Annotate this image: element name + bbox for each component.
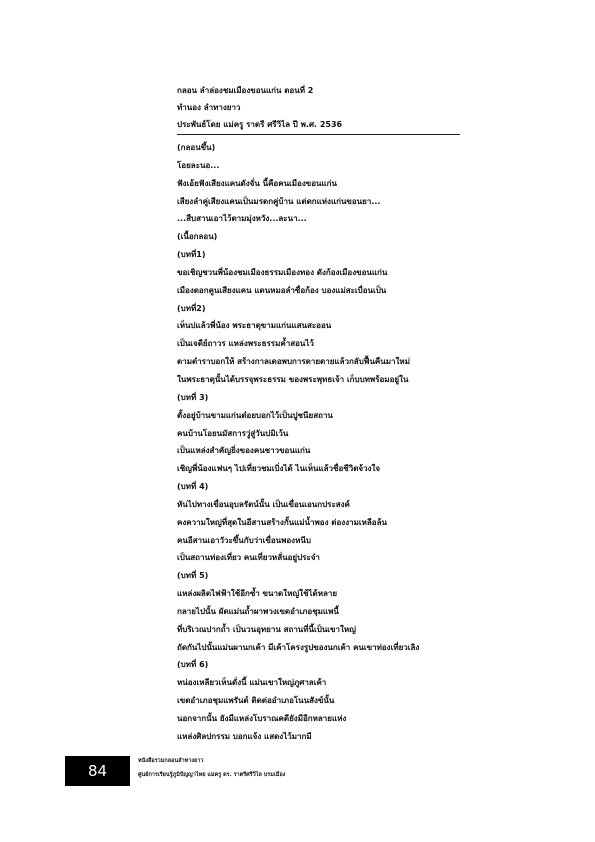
document-header xyxy=(177,82,457,133)
poem-line: (บทที่2) xyxy=(177,303,206,313)
publisher-line: ศูนย์การเรียนรู้ภูมิปัญญาไทย แม่ครู ดร. ราตรีศรีวิไล บรมเมือง xyxy=(138,772,286,778)
poem-line: แหล่งผลิตไฟฟ้าใช้อีกซ้ำ ขนาดใหญ่ใช้ได้หลาย xyxy=(177,589,338,599)
poem-line: ...สืบสานเอาไว้ตามมุ่งหวัง...ละนา... xyxy=(177,214,307,224)
header-divider xyxy=(177,134,460,135)
melody-style: ทำนอง ลำทางยาว xyxy=(177,103,241,112)
poem-line: โอยละนอ... xyxy=(177,160,220,170)
poem-line: เสียงลำคู่เสียงแคนเป็นมรดกคู่บ้าน แต่ดกแห่งแก่นขอนยา... xyxy=(177,196,381,206)
poem-line: เมืองดอกคูนเสียงแคน แดนหมอลำซื่อก้อง บองแม่สะเบื่อนเป็น xyxy=(177,285,387,295)
page-footer xyxy=(138,754,458,782)
poem-line: หน่องเหลียวเห็นดั่งนี้ แม่นเขาใหญ่ภูศาลเค้า xyxy=(177,678,327,688)
poem-line: ถัดกันไปนั้นแม่นผานกเค้า มีเค้าโครงรูปของนกเค้า คนเขาท่องเที่ยวเลิง xyxy=(177,642,420,652)
poem-line: เชิญพี่น้องแฟนๆ ไปเที่ยวชมเบิ่งได้ ไนเห็นแล้วชื่อชีวิตจ้วงใจ xyxy=(177,464,381,474)
poem-line: ตั้งอยู่บ้านขามแก่นต๋อยบอกไว้เป็นปูชนียสถาน xyxy=(177,410,333,420)
poem-body xyxy=(177,139,497,746)
poem-line: (บทที่ 6) xyxy=(177,660,209,670)
poem-line: ที่บริเวณปากถ้ำ เป็นวนอุทยาน สถานที่นี้เป็นเขาใหญ่ xyxy=(177,624,356,634)
poem-line: (บทที่ 5) xyxy=(177,571,209,581)
poem-line: เป็นแหล่งสำคัญยิ่งของคนชาวขอนแก่น xyxy=(177,446,311,456)
poem-line: (บทที่ 4) xyxy=(177,482,209,492)
poem-line: (บทที่1) xyxy=(177,250,206,260)
poem-line: ขอเชิญชวนพี่น้องชมเมืองธรรมเมืองทอง ดังก้องเมืองขอนแก่น xyxy=(177,267,388,277)
poem-line: เห็นบ่แล้วพี่น้อง พระธาตุขามแก่นแสนสะออน xyxy=(177,321,332,331)
poem-line: หันไปทางเขื่อนอุบลรัตน์นั้น เป็นเขื่อนเอนกประสงค์ xyxy=(177,499,350,509)
poem-line: ในพระธาตุนั้นได้บรรจุพระธรรม ของพระพุทธเจ้า เก็บบทพร้อมอยู่ใน xyxy=(177,374,409,384)
poem-line: ตามตำราบอกให้ สร้างกาลเดอพบการตายตายแล้วกลับฟื้นคืนมาใหม่ xyxy=(177,357,410,367)
page-number: 84 xyxy=(65,756,130,786)
poem-line: กลายไปนั้น ผัดแม่นถ้ำผาพวงเขตอำเภอชุมแพนี้ xyxy=(177,606,339,616)
poem-line: เป็นสถานท่องเที่ยว คนเที่ยวหลั่นอยู่ประจำ xyxy=(177,553,320,563)
poem-title: กลอน ลำล่องชมเมืองขอนแก่น ตอนที่ 2 xyxy=(177,86,314,95)
poem-line: เป็นเจดีย์ถาวร แหล่งพระธรรมค้ำสอนไว้ xyxy=(177,339,314,349)
poem-line: คนบ้านโอยนมัสการวู่สู่วันบ่มิเว้น xyxy=(177,428,289,438)
poem-line: (เนื้อกลอน) xyxy=(177,232,218,242)
poem-line: เขตอำเภอชุมแพรันต์ ติดต่ออำเภอโนนสังข์นั้น xyxy=(177,696,335,706)
poem-line: ฟังเอ้ยฟังเสียงแคนดังจั่น นี้คือคนเมืองขอนแก่น xyxy=(177,178,337,188)
poem-line: นอกจากนั้น ยังมีแหล่งโบราณคดียังมีอีกหลายแห่ง xyxy=(177,714,347,723)
poem-line: (บทที่ 3) xyxy=(177,392,209,402)
poem-line: คนอีสานเอาวัวะขึ้นกับว่าเขื่อนพองหนีบ xyxy=(177,535,311,545)
author-line: ประพันธ์โดย แม่ครู ราตรี ศรีวิไล ปี พ.ศ. 2536 xyxy=(177,120,343,129)
poem-line: แหล่งศิลปกรรม บอกแจ้ง แสดงไว้มากมี xyxy=(177,731,312,741)
poem-line: (กลอนขึ้น) xyxy=(177,143,216,152)
book-title: หนังสือรวมกลอนลำทางยาว xyxy=(138,758,204,764)
poem-line: คงความใหญ่ที่สุดในอีสานสร้างกั้นแม่น้ำพอง ต่องงามเหลือล้น xyxy=(177,517,387,527)
